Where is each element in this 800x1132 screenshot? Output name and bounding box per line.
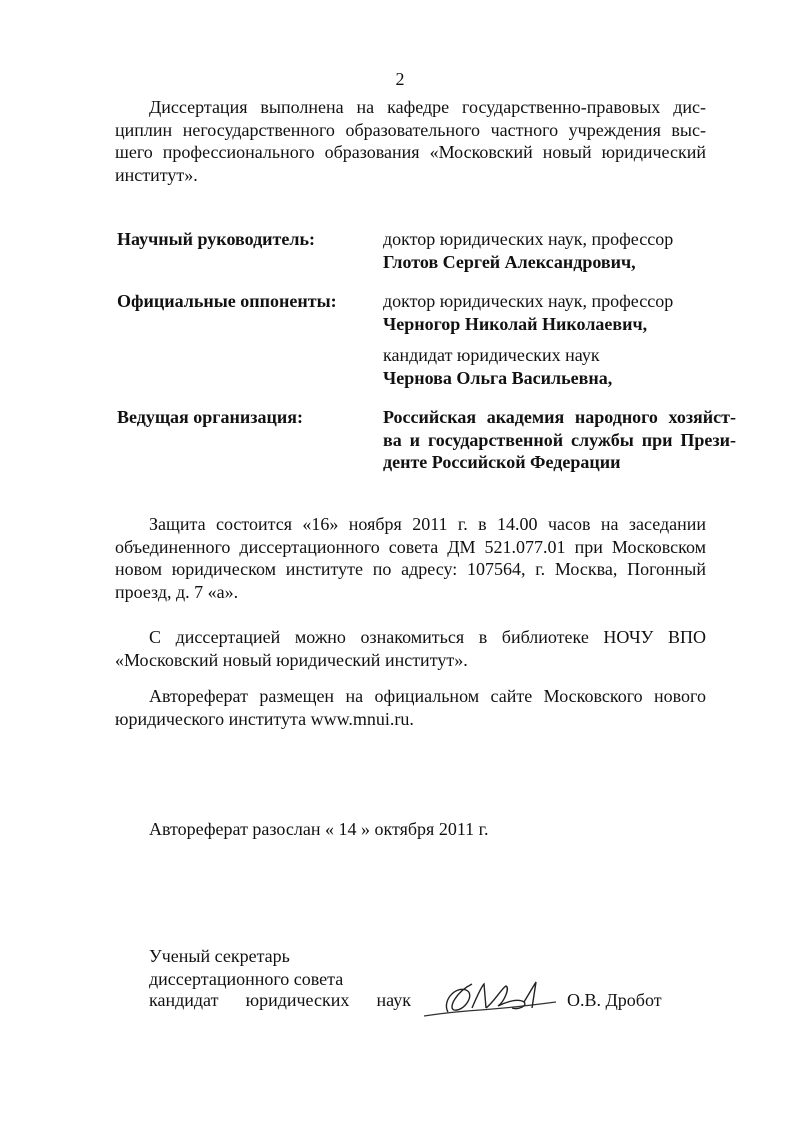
opponent-first-name: Черногор Николай Николаевич, (383, 313, 648, 334)
opponent-first-info (383, 290, 733, 335)
supervisor-info (383, 228, 733, 273)
signatory-degree-word: кандидат (149, 990, 219, 1010)
defense-line: Защита состоится «16» ноября 2011 г. в 14.00 часов на заседании (149, 514, 706, 534)
defense-line: новом юридическом институте по адресу: 107564, г. Москва, Погонный (115, 559, 706, 579)
signatory-title-line: диссертационного совета (149, 968, 344, 989)
signatory-name: О.В. Дробот (567, 990, 662, 1010)
defense-line: проезд, д. 7 «а». (115, 581, 239, 602)
leading-org-label: Ведущая организация: (117, 407, 303, 427)
defense-line: объединенного диссертационного совета ДМ 521.077.01 при Московском (115, 536, 706, 557)
handwritten-signature (420, 972, 560, 1024)
intro-line: циплин негосударственного образовательного частного учреждения выс- (115, 119, 706, 140)
opponents-label: Официальные оппоненты: (117, 291, 337, 311)
autoref-line: Автореферат размещен на официальном сайте Московского нового (149, 686, 706, 706)
page-number: 2 (395, 69, 405, 89)
leading-org-line: Российская академия народного хозяйст- (383, 407, 736, 427)
opponent-first-degree: доктор юридических наук, профессор (383, 291, 674, 311)
library-line: «Московский новый юридический институт». (115, 649, 468, 670)
opponent-second-info (383, 344, 733, 389)
opponent-second-name: Чернова Ольга Васильевна, (383, 367, 613, 388)
library-line: С диссертацией можно ознакомиться в библиотеке НОЧУ ВПО (149, 627, 706, 647)
intro-line: Диссертация выполнена на кафедре государственно-правовых дис- (149, 97, 706, 117)
autoref-paragraph (115, 685, 706, 730)
leading-org-name (383, 406, 736, 474)
opponent-second-degree: кандидат юридических наук (383, 345, 600, 365)
signatory-title-line: Ученый секретарь (149, 946, 290, 966)
signatory-degree (149, 989, 411, 1012)
intro-line: шего профессионального образования «Московский новый юридический (115, 142, 706, 162)
intro-paragraph (115, 96, 706, 186)
supervisor-label: Научный руководитель: (117, 229, 315, 249)
defense-paragraph (115, 513, 706, 603)
signatory-degree-word: юридических (245, 990, 350, 1010)
signatory-title (149, 945, 343, 990)
leading-org-line: денте Российской Федерации (383, 452, 621, 472)
sent-date-line: Автореферат разослан « 14 » октября 2011 г. (149, 819, 489, 839)
intro-line: институт». (115, 164, 198, 185)
library-paragraph (115, 626, 706, 671)
leading-org-line: ва и государственной службы при Прези- (383, 429, 736, 450)
supervisor-name: Глотов Сергей Александрович, (383, 251, 636, 272)
signatory-degree-word: наук (376, 990, 411, 1010)
supervisor-degree: доктор юридических наук, профессор (383, 229, 674, 249)
autoref-line: юридического института www.mnui.ru. (115, 708, 414, 729)
